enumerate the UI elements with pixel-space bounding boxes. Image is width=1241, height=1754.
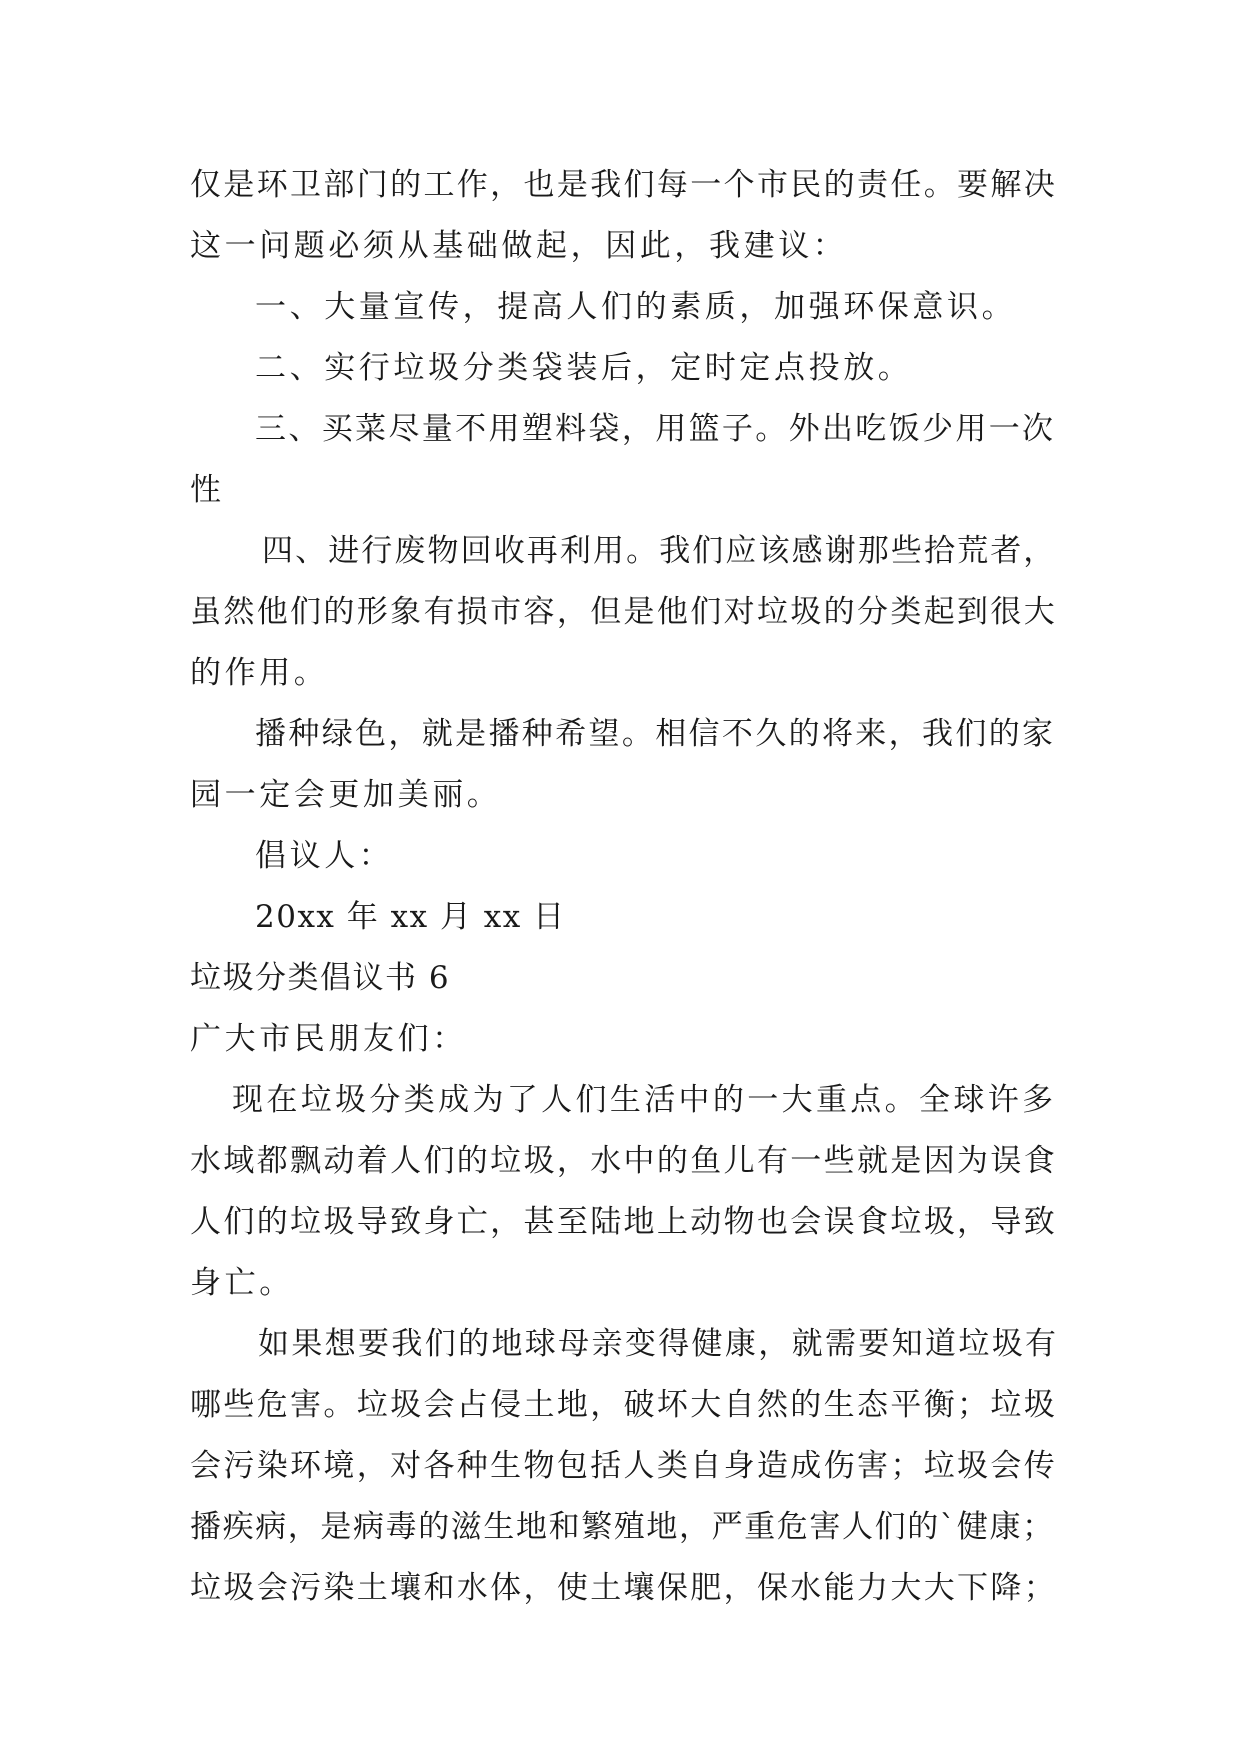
salutation: 广大市民朋友们： bbox=[190, 1021, 467, 1057]
suggestion-item-4: 四、进行废物回收再利用。我们应该感谢那些拾荒者， bbox=[262, 533, 1057, 569]
body-text-line: 身亡。 bbox=[190, 1265, 294, 1301]
body-text-line: 播种绿色，就是播种希望。相信不久的将来，我们的家 bbox=[255, 716, 1056, 752]
body-text-line: 性 bbox=[190, 472, 225, 508]
body-text-line: 虽然他们的形象有损市容，但是他们对垃圾的分类起到很大 bbox=[190, 594, 1058, 630]
section-heading: 垃圾分类倡议书 6 bbox=[190, 960, 451, 996]
body-text-line: 垃圾会污染土壤和水体，使土壤保肥，保水能力大大下降； bbox=[190, 1570, 1058, 1606]
suggestion-item-1: 一、大量宣传，提高人们的素质，加强环保意识。 bbox=[255, 289, 1017, 325]
date-line: 20xx 年 xx 月 xx 日 bbox=[255, 899, 566, 935]
proposer-label: 倡议人： bbox=[255, 838, 394, 874]
body-text-line: 会污染环境，对各种生物包括人类自身造成伤害；垃圾会传 bbox=[190, 1448, 1058, 1484]
body-text-line: 园一定会更加美丽。 bbox=[190, 777, 502, 813]
body-text-line: 仅是环卫部门的工作，也是我们每一个市民的责任。要解决 bbox=[190, 167, 1058, 203]
suggestion-item-3: 三、买菜尽量不用塑料袋，用篮子。外出吃饭少用一次 bbox=[255, 411, 1056, 447]
body-text-line: 人们的垃圾导致身亡，甚至陆地上动物也会误食垃圾，导致 bbox=[190, 1204, 1058, 1240]
body-text-line: 水域都飘动着人们的垃圾，水中的鱼儿有一些就是因为误食 bbox=[190, 1143, 1058, 1179]
body-text-line: 现在垃圾分类成为了人们生活中的一大重点。全球许多 bbox=[232, 1082, 1057, 1118]
body-text-line: 播疾病，是病毒的滋生地和繁殖地，严重危害人们的`健康； bbox=[190, 1509, 1055, 1545]
body-text-line: 哪些危害。垃圾会占侵土地，破坏大自然的生态平衡；垃圾 bbox=[190, 1387, 1058, 1423]
body-text-line: 这一问题必须从基础做起，因此，我建议： bbox=[190, 228, 848, 264]
suggestion-item-2: 二、实行垃圾分类袋装后，定时定点投放。 bbox=[255, 350, 913, 386]
body-text-line: 如果想要我们的地球母亲变得健康，就需要知道垃圾有 bbox=[258, 1326, 1059, 1362]
body-text-line: 的作用。 bbox=[190, 655, 329, 691]
